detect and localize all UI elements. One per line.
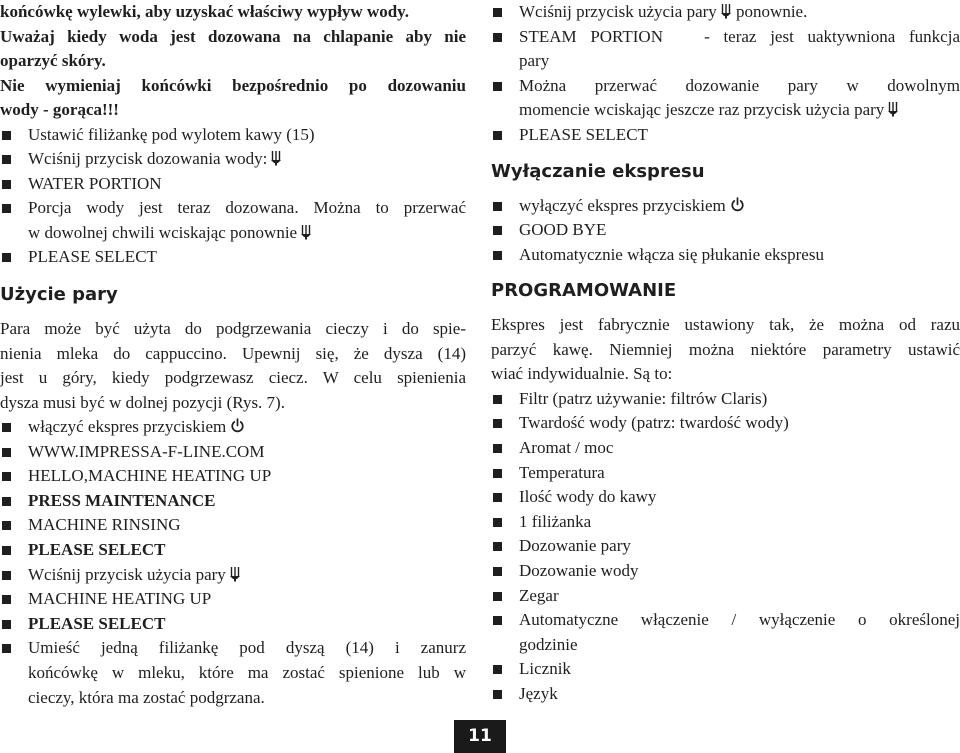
- intro-line: Uważaj kiedy woda jest dozowana na chlapanie aby nie: [0, 26, 466, 46]
- list-item: Ustawić filiżankę pod wylotem kawy (15): [0, 123, 466, 148]
- list-item: PRESS MAINTENANCE: [0, 489, 466, 514]
- section-heading-programming: PROGRAMOWANIE: [491, 280, 677, 302]
- list-item: Automatyczne włączenie / wyłączenie o określonej godzinie: [491, 608, 960, 657]
- list-item: Porcja wody jest teraz dozowana. Można to przerwać w dowolnej chwili wciskając ponownie: [0, 196, 466, 245]
- paragraph-line: nienia mleka do cappuccino. Upewnij się, że dysza (14): [0, 343, 466, 363]
- list-item: Filtr (patrz używanie: filtrów Claris): [491, 387, 960, 412]
- list-item: Dozowanie pary: [491, 534, 960, 559]
- steam-tap-icon: [229, 566, 241, 582]
- page-number: 11: [454, 720, 506, 753]
- paragraph-line: Para może być użyta do podgrzewania cieczy i do spie-: [0, 319, 466, 339]
- list-item: Umieść jedną filiżankę pod dyszą (14) i zanurz końcówkę w mleku, które ma zostać spienione lub w cieczy, która ma zostać podgrzana.: [0, 636, 466, 710]
- list-item: Wciśnij przycisk dozowania wody:: [0, 147, 466, 172]
- list-item: Aromat / moc: [491, 436, 960, 461]
- section-heading-off: Wyłączanie ekspresu: [491, 160, 705, 182]
- power-icon: [730, 197, 745, 212]
- list-item: WATER PORTION: [0, 172, 466, 197]
- list-item: włączyć ekspres przyciskiem: [0, 415, 466, 440]
- list-item: 1 filiżanka: [491, 510, 960, 535]
- paragraph-line: wiać indywidualnie. Są to:: [491, 364, 673, 384]
- list-item: WWW.IMPRESSA-F-LINE.COM: [0, 440, 466, 465]
- intro-line: Nie wymieniaj końcówki bezpośrednio po dozowaniu: [0, 75, 466, 95]
- list-item: PLEASE SELECT: [0, 612, 466, 637]
- intro-line: wody - gorąca!!!: [0, 100, 119, 119]
- list-item: Ilość wody do kawy: [491, 485, 960, 510]
- paragraph-line: Ekspres jest fabrycznie ustawiony tak, że można od razu: [491, 315, 960, 335]
- steam-tap-icon: [270, 150, 282, 166]
- steam-tap-icon: [720, 3, 732, 19]
- list-item: Zegar: [491, 584, 960, 609]
- paragraph-line: parzyć kawę. Niemniej można niektóre parametry ustawić: [491, 339, 960, 359]
- list-item: Język: [491, 682, 960, 707]
- list-item: MACHINE RINSING: [0, 513, 466, 538]
- list-item: PLEASE SELECT: [491, 123, 960, 148]
- list-item: Temperatura: [491, 461, 960, 486]
- list-item: Wciśnij przycisk użycia pary: [0, 563, 466, 588]
- paragraph-line: jest u góry, kiedy podgrzewasz ciecz. W celu spienienia: [0, 368, 466, 388]
- list-item: Licznik: [491, 657, 960, 682]
- section-heading-steam: Użycie pary: [0, 284, 118, 306]
- left-column: [0, 0, 466, 710]
- list-item: Wciśnij przycisk użycia pary ponownie.: [491, 0, 960, 25]
- steam-tap-icon: [300, 224, 312, 240]
- list-item: MACHINE HEATING UP: [0, 587, 466, 612]
- power-icon: [230, 418, 245, 433]
- steam-tap-icon: [887, 101, 899, 117]
- list-item: HELLO,MACHINE HEATING UP: [0, 464, 466, 489]
- list-item: GOOD BYE: [491, 218, 960, 243]
- list-item: Automatycznie włącza się płukanie ekspresu: [491, 243, 960, 268]
- list-item: PLEASE SELECT: [0, 538, 466, 563]
- list-item: wyłączyć ekspres przyciskiem: [491, 194, 960, 219]
- list-item: PLEASE SELECT: [0, 245, 466, 270]
- list-item: Dozowanie wody: [491, 559, 960, 584]
- paragraph-line: dysza musi być w dolnej pozycji (Rys. 7).: [0, 392, 285, 412]
- intro-line: końcówkę wylewki, aby uzyskać właściwy wypływ wody.: [0, 2, 409, 21]
- intro-line: oparzyć skóry.: [0, 51, 106, 70]
- list-item: STEAM PORTION - teraz jest uaktywniona funkcja pary: [491, 25, 960, 74]
- list-item: Twardość wody (patrz: twardość wody): [491, 411, 960, 436]
- list-item: Można przerwać dozowanie pary w dowolnym momencie wciskając jeszcze raz przycisk użycia pary: [491, 74, 960, 123]
- right-column: [491, 0, 960, 707]
